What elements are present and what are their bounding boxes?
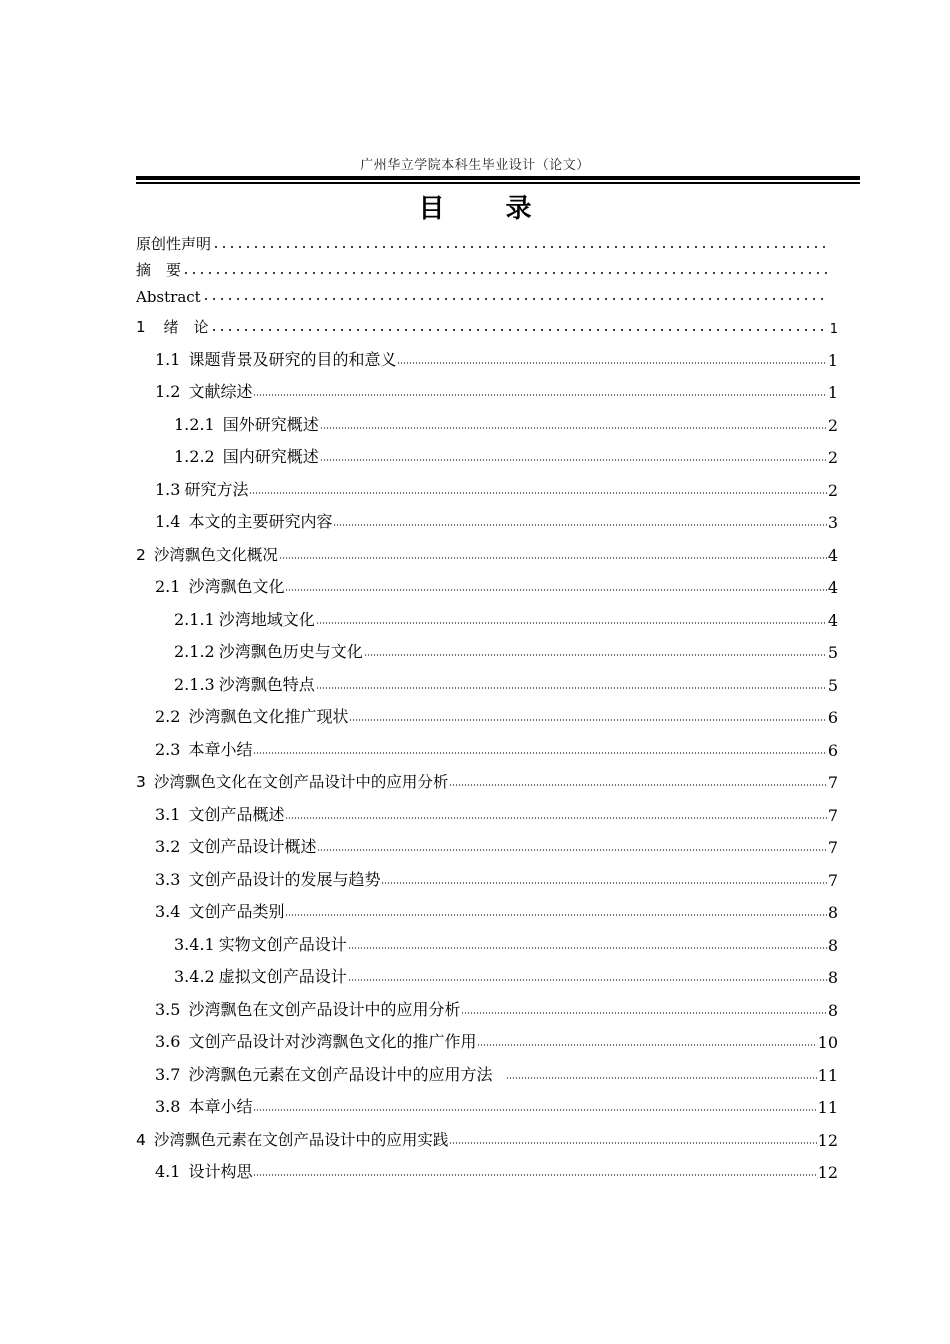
toc-entry-page: 7 [827, 838, 838, 857]
toc-entry[interactable] [136, 467, 838, 500]
toc-entry-number: 4.1 [155, 1162, 181, 1181]
toc-entry-number: 2.1.3 [174, 674, 215, 694]
toc-entry-number: 2.1.1 [174, 609, 215, 629]
toc-entry-number: 3.8 [155, 1097, 181, 1116]
toc-entry[interactable] [136, 695, 838, 728]
toc-entry-page: 4 [827, 578, 838, 597]
running-header: 广州华立学院本科生毕业设计（论文） [360, 158, 590, 173]
toc-entry-page: 5 [827, 643, 838, 662]
toc-entry-page: 2 [827, 480, 838, 500]
toc-leader-dots [285, 589, 826, 591]
toc-entry-page: 1 [827, 383, 838, 402]
toc-entry-page: 7 [827, 773, 838, 792]
toc-entry[interactable] [136, 500, 838, 533]
toc-entry-title: 实物文创产品设计 [218, 934, 347, 954]
toc-leader-dots [212, 246, 829, 248]
toc-entry-title: 沙湾飘色特点 [218, 674, 315, 694]
toc-leader-dots [279, 557, 827, 559]
toc-entry-page: 12 [817, 1130, 838, 1150]
toc-leader-dots [320, 427, 827, 429]
toc-leader-dots [182, 272, 829, 274]
toc-leader-dots [285, 914, 826, 916]
toc-entry-title: 沙湾飘色元素在文创产品设计中的应用方法 [188, 1064, 498, 1084]
toc-entry[interactable] [136, 955, 838, 988]
toc-leader-dots [253, 1109, 816, 1111]
toc-entry[interactable] [136, 597, 838, 630]
toc-entry-number: 4 [136, 1130, 146, 1149]
toc-entry[interactable] [136, 727, 838, 760]
toc-entry-number: 3.4 [155, 902, 181, 921]
toc-leader-dots [364, 654, 827, 656]
toc-entry[interactable] [136, 890, 838, 923]
toc-entry-number: 3.7 [155, 1064, 181, 1084]
table-of-contents [136, 228, 838, 1182]
toc-entry-number: 3.6 [155, 1032, 181, 1051]
toc-entry[interactable] [136, 792, 838, 825]
toc-entry-title: 文创产品设计概述 [188, 837, 317, 856]
toc-entry-title: 沙湾地域文化 [218, 609, 315, 629]
toc-entry[interactable] [136, 1020, 838, 1053]
toc-entry-number: 3.2 [155, 837, 181, 856]
toc-entry-page: 12 [817, 1163, 838, 1182]
toc-entry-number: 3.4.1 [174, 934, 215, 954]
toc-entry-number: 2.2 [155, 707, 181, 726]
toc-entry-title: 研究方法 [184, 479, 249, 499]
toc-entry-title: 绪 论 [163, 318, 209, 336]
toc-entry-number: 1 [136, 318, 146, 336]
toc-leader-dots [253, 752, 826, 754]
toc-entry-number: 2 [136, 545, 146, 564]
toc-entry[interactable] [136, 370, 838, 403]
toc-leader-dots [316, 622, 827, 624]
toc-entry-number: 3.1 [155, 804, 181, 824]
toc-entry-page: 1 [827, 350, 838, 370]
toc-entry-title: 摘 要 [136, 261, 182, 279]
toc-entry-page: 7 [827, 805, 838, 825]
toc-entry[interactable] [136, 987, 838, 1020]
toc-entry-chapter-4[interactable] [136, 1117, 838, 1150]
toc-entry-page: 4 [827, 545, 838, 565]
toc-entry-number: 1.4 [155, 512, 181, 531]
toc-entry-declaration[interactable] [136, 228, 838, 254]
toc-entry-title: 国内研究概述 [222, 447, 319, 466]
toc-entry-title: 课题背景及研究的目的和意义 [188, 349, 397, 369]
toc-leader-dots [349, 719, 826, 721]
toc-entry-page: 8 [827, 968, 838, 987]
toc-leader-dots [461, 1012, 826, 1014]
toc-leader-dots [397, 362, 826, 364]
toc-leader-dots [348, 979, 827, 981]
toc-entry-title: 沙湾飘色历史与文化 [218, 642, 363, 661]
toc-leader-dots [253, 1174, 816, 1176]
toc-entry-abstract-cn[interactable] [136, 254, 838, 280]
toc-entry-title: Abstract [136, 288, 201, 306]
toc-entry-number: 2.1 [155, 577, 181, 596]
toc-entry[interactable] [136, 630, 838, 663]
toc-leader-dots [249, 492, 826, 494]
toc-entry-title: 原创性声明 [136, 235, 212, 253]
toc-entry-page: 11 [817, 1065, 838, 1085]
toc-entry-page: 2 [827, 448, 838, 467]
toc-entry-title: 本章小结 [188, 1097, 253, 1116]
toc-leader-dots [253, 394, 826, 396]
toc-entry-number: 3.5 [155, 999, 181, 1019]
toc-entry[interactable] [136, 402, 838, 435]
toc-entry-title: 沙湾飘色文化在文创产品设计中的应用分析 [153, 773, 449, 791]
toc-entry-number: 1.2 [155, 382, 181, 401]
toc-leader-dots [202, 298, 829, 300]
toc-entry-page: 3 [827, 513, 838, 532]
toc-entry-page: 6 [827, 740, 838, 760]
header-rule-thick [136, 176, 860, 180]
toc-leader-dots [210, 329, 829, 331]
toc-entry-page: 8 [827, 903, 838, 922]
toc-entry-page: 5 [827, 675, 838, 695]
toc-entry-title: 本文的主要研究内容 [188, 512, 333, 531]
toc-entry-chapter-3[interactable] [136, 760, 838, 793]
toc-entry[interactable] [136, 857, 838, 890]
toc-entry-chapter-1[interactable] [136, 306, 838, 337]
toc-entry-title: 文献综述 [188, 382, 253, 401]
toc-leader-dots [449, 1142, 816, 1144]
toc-leader-dots [285, 817, 826, 819]
toc-entry-page: 6 [827, 708, 838, 727]
toc-entry-title: 文创产品概述 [188, 804, 285, 824]
toc-entry-page: 8 [827, 1000, 838, 1020]
toc-entry-page: 7 [827, 870, 838, 890]
toc-entry-title: 沙湾飘色文化概况 [153, 545, 278, 564]
toc-entry-title: 沙湾飘色文化推广现状 [188, 707, 349, 726]
toc-entry[interactable] [136, 435, 838, 468]
toc-entry-number: 3 [136, 773, 146, 791]
toc-leader-dots [333, 524, 826, 526]
toc-entry-number: 3.4.2 [174, 967, 215, 986]
toc-entry[interactable] [136, 1085, 838, 1118]
toc-entry-page: 8 [827, 935, 838, 955]
toc-entry-page: 11 [817, 1098, 838, 1117]
toc-leader-dots [449, 784, 826, 786]
toc-entry[interactable] [136, 337, 838, 370]
toc-entry-title: 本章小结 [188, 739, 253, 759]
toc-entry-title: 设计构思 [188, 1162, 253, 1181]
toc-entry-title: 文创产品类别 [188, 902, 285, 921]
toc-leader-dots [477, 1044, 816, 1046]
toc-entry-chapter-2[interactable] [136, 532, 838, 565]
toc-entry-number: 1.1 [155, 349, 181, 369]
toc-entry[interactable] [136, 1150, 838, 1183]
toc-entry-page: 10 [817, 1033, 838, 1052]
toc-leader-dots [320, 459, 827, 461]
toc-leader-dots [316, 687, 827, 689]
toc-entry-title: 虚拟文创产品设计 [218, 967, 347, 986]
toc-entry-abstract-en[interactable] [136, 280, 838, 306]
toc-entry-title: 国外研究概述 [222, 414, 319, 434]
toc-entry-title: 沙湾飘色文化 [188, 577, 285, 596]
toc-entry-page: 2 [827, 415, 838, 435]
toc-title: 目 录 [418, 194, 558, 224]
toc-entry-number: 1.2.1 [174, 414, 215, 434]
toc-leader-dots [506, 1077, 817, 1079]
toc-entry[interactable] [136, 922, 838, 955]
toc-leader-dots [381, 882, 826, 884]
toc-entry-page: 4 [827, 610, 838, 630]
toc-entry[interactable] [136, 565, 838, 598]
toc-entry[interactable] [136, 1052, 838, 1085]
toc-entry-number: 1.2.2 [174, 447, 215, 466]
toc-entry-number: 3.3 [155, 869, 181, 889]
header-rule-thin [136, 182, 860, 184]
toc-entry-number: 2.3 [155, 739, 181, 759]
toc-leader-dots [348, 947, 827, 949]
toc-entry-page: 1 [829, 322, 838, 337]
toc-entry-title: 沙湾飘色在文创产品设计中的应用分析 [188, 999, 461, 1019]
toc-leader-dots [317, 849, 826, 851]
toc-entry-title: 沙湾飘色元素在文创产品设计中的应用实践 [153, 1130, 449, 1149]
toc-entry[interactable] [136, 662, 838, 695]
toc-entry-title: 文创产品设计的发展与趋势 [188, 869, 381, 889]
toc-entry[interactable] [136, 825, 838, 858]
toc-entry-number: 1.3 [155, 479, 181, 499]
toc-entry-number: 2.1.2 [174, 642, 215, 661]
toc-entry-title: 文创产品设计对沙湾飘色文化的推广作用 [188, 1032, 477, 1051]
